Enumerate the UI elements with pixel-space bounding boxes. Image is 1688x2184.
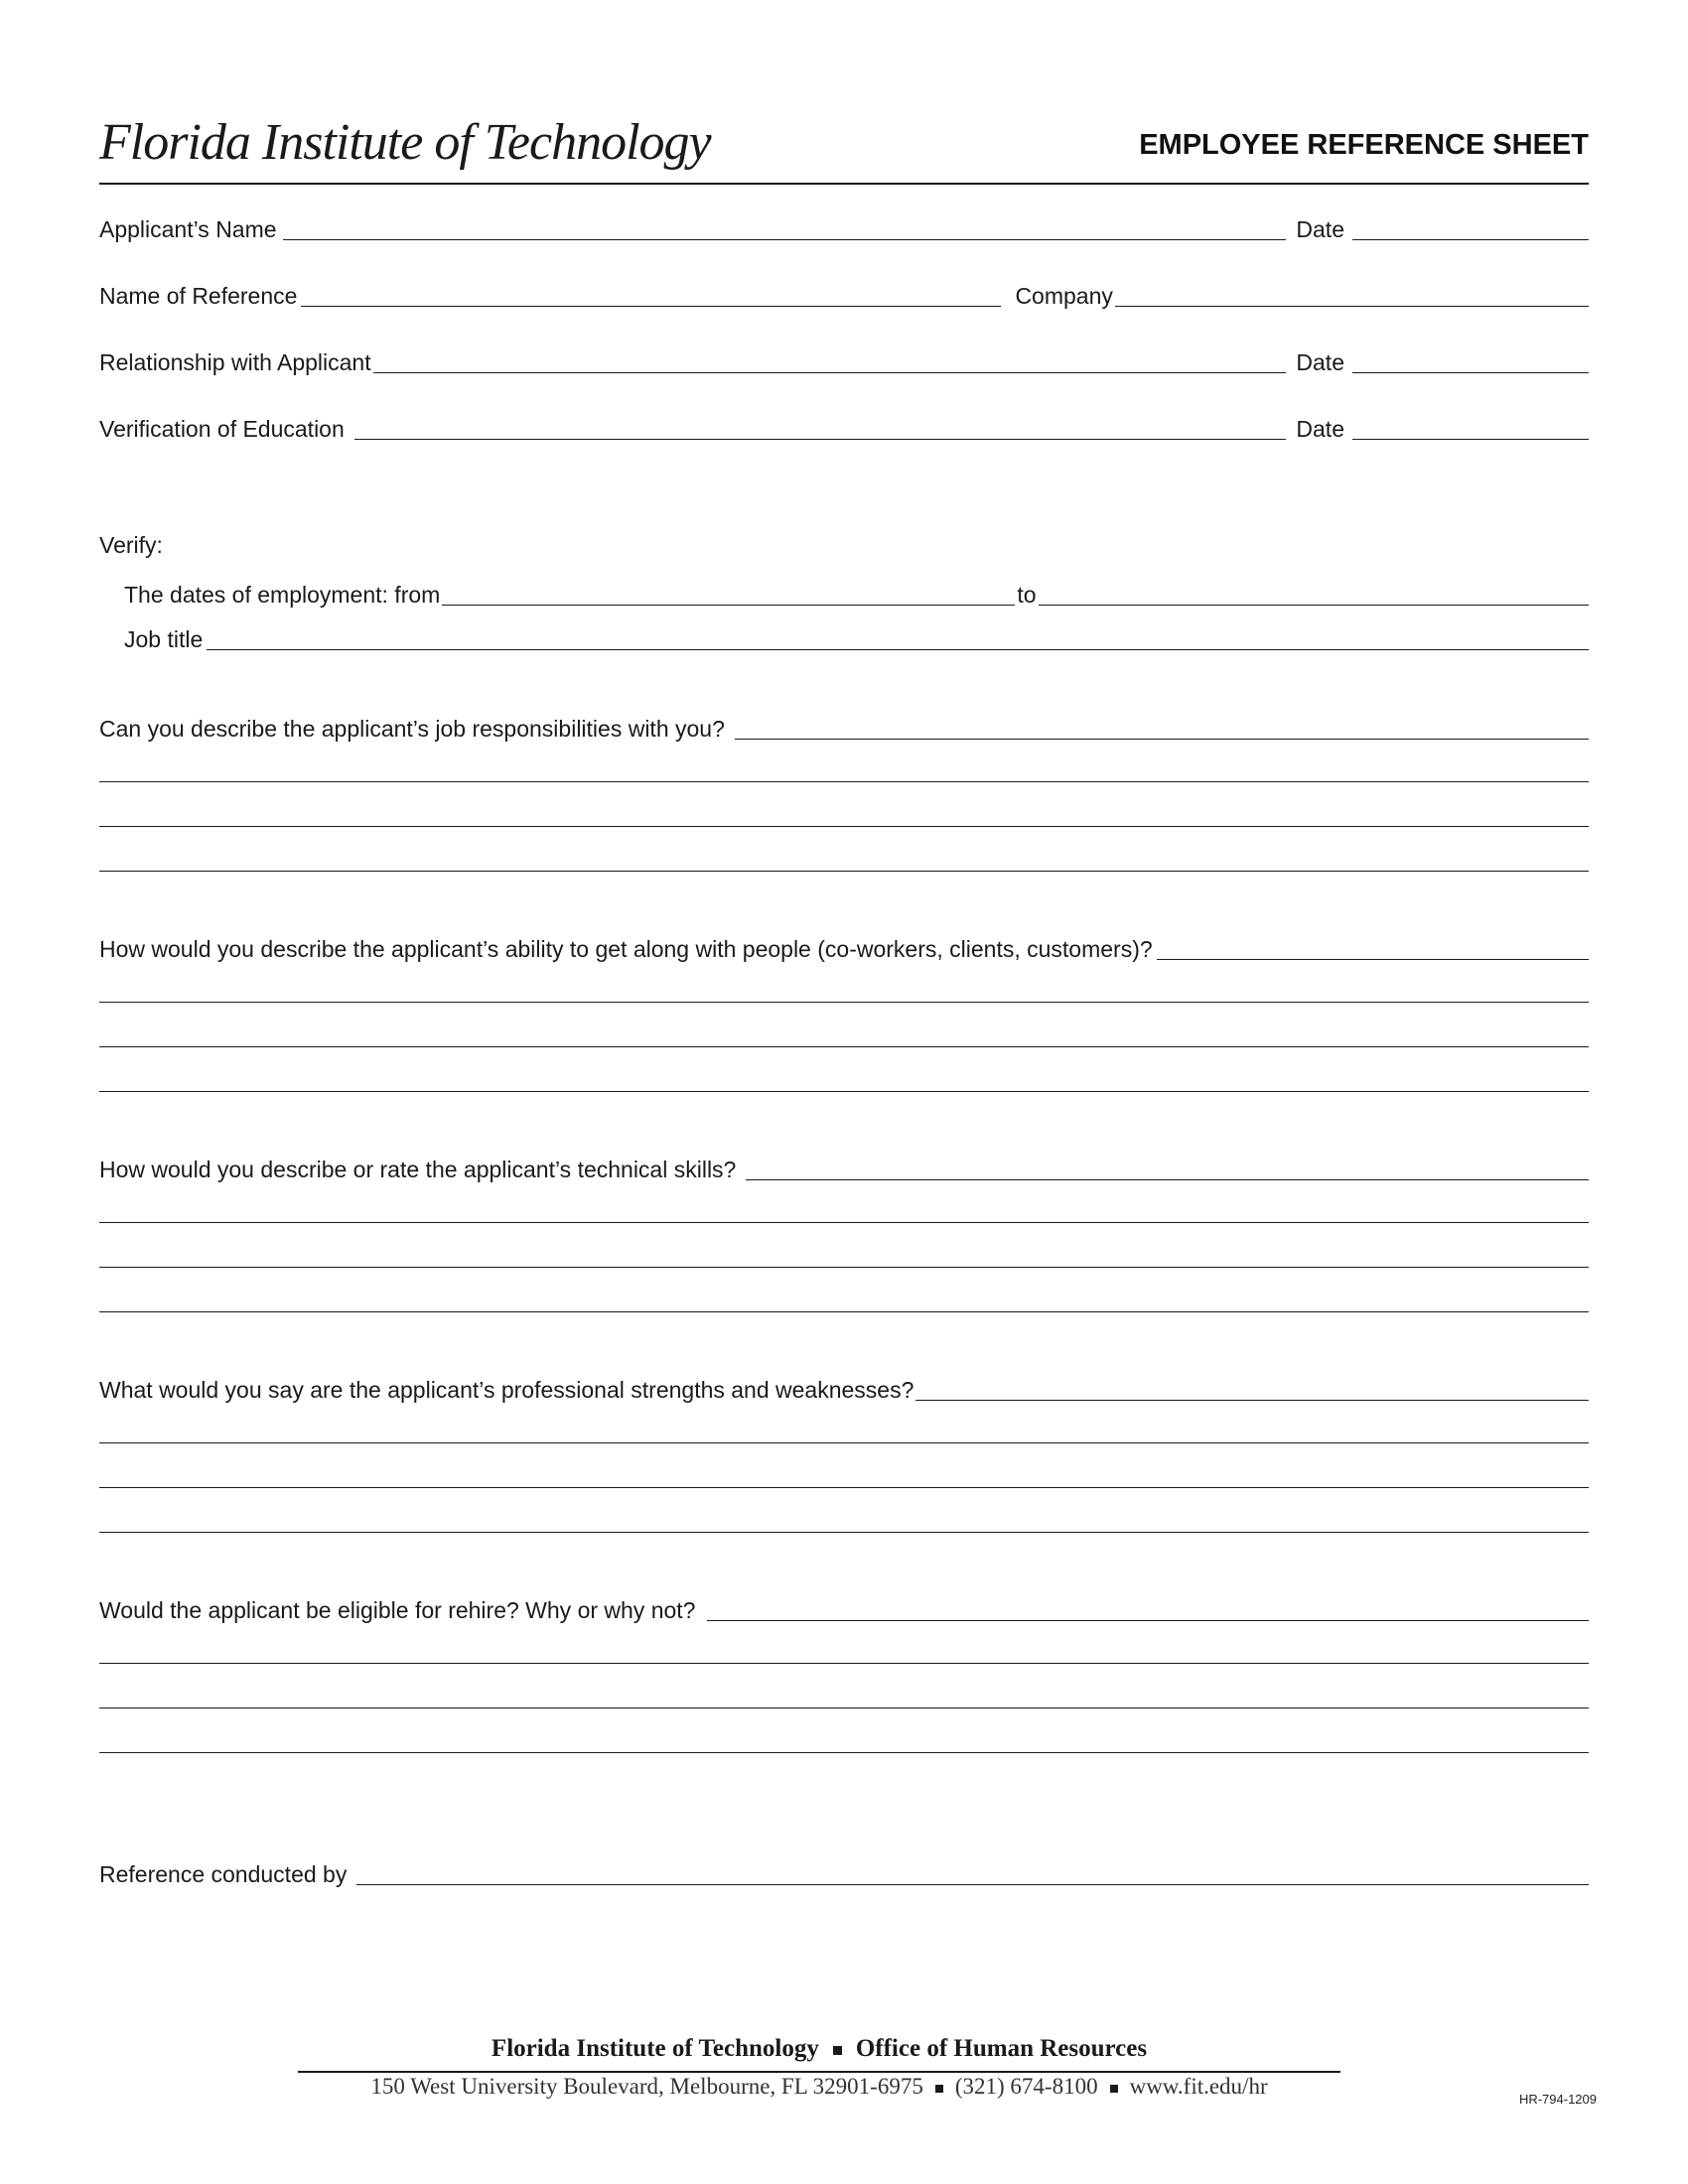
answer-field[interactable] xyxy=(915,1400,1589,1401)
institution-logotype: Florida Institute of Technology xyxy=(99,114,711,171)
question-label: What would you say are the applicant’s professional strengths and weaknesses? xyxy=(99,1377,914,1403)
footer-website[interactable]: www.fit.edu/hr xyxy=(1129,2074,1268,2099)
answer-line[interactable] xyxy=(99,871,1589,872)
verify-label: Verify: xyxy=(99,532,163,558)
footer-phone: (321) 674-8100 xyxy=(954,2074,1098,2099)
date-label: Date xyxy=(1296,216,1344,242)
job-title-label: Job title xyxy=(124,626,204,652)
answer-line[interactable] xyxy=(99,1222,1589,1223)
date-label: Date xyxy=(1296,416,1344,442)
question-row xyxy=(99,1374,1589,1406)
question-label: How would you describe or rate the applicant’s technical skills? xyxy=(99,1157,737,1182)
applicant-name-row xyxy=(99,213,1589,245)
question-row xyxy=(99,1594,1589,1626)
footer-contact xyxy=(298,2074,1340,2100)
square-bullet-icon xyxy=(1110,2085,1118,2093)
question-label: Would the applicant be eligible for rehire? Why or why not? xyxy=(99,1597,696,1623)
answer-line[interactable] xyxy=(99,1442,1589,1443)
company-label: Company xyxy=(1015,283,1113,309)
reference-name-field[interactable] xyxy=(301,306,1001,307)
document-title: EMPLOYEE REFERENCE SHEET xyxy=(1139,129,1589,161)
job-title-field[interactable] xyxy=(207,649,1589,650)
answer-line[interactable] xyxy=(99,1532,1589,1533)
relationship-row xyxy=(99,346,1589,378)
answer-line[interactable] xyxy=(99,826,1589,827)
date-to-label: to xyxy=(1017,582,1037,608)
reference-name-label: Name of Reference xyxy=(99,283,298,309)
answer-field[interactable] xyxy=(707,1620,1589,1621)
relationship-field[interactable] xyxy=(373,372,1287,373)
answer-line[interactable] xyxy=(99,1002,1589,1003)
answer-field[interactable] xyxy=(1157,959,1589,960)
footer-organization xyxy=(298,2035,1340,2063)
company-field[interactable] xyxy=(1115,306,1589,307)
date-label: Date xyxy=(1296,349,1344,375)
dates-from-label: The dates of employment: from xyxy=(124,582,441,608)
answer-line[interactable] xyxy=(99,1752,1589,1753)
form-code: HR-794-1209 xyxy=(1518,2092,1597,2107)
reference-name-row xyxy=(99,280,1589,312)
verification-row xyxy=(99,413,1589,445)
question-label: How would you describe the applicant’s ability to get along with people (co-workers, clients, customers)? xyxy=(99,936,1153,962)
answer-line[interactable] xyxy=(99,1707,1589,1708)
answer-line[interactable] xyxy=(99,1091,1589,1092)
question-row xyxy=(99,1154,1589,1185)
relationship-date-field[interactable] xyxy=(1352,372,1589,373)
applicant-name-label: Applicant’s Name xyxy=(99,216,277,242)
date-from-field[interactable] xyxy=(442,605,1015,606)
footer-divider xyxy=(298,2071,1340,2073)
answer-line[interactable] xyxy=(99,781,1589,782)
answer-line[interactable] xyxy=(99,1046,1589,1047)
date-to-field[interactable] xyxy=(1039,605,1590,606)
question-row xyxy=(99,933,1589,965)
applicant-name-field[interactable] xyxy=(283,239,1287,240)
job-title-row xyxy=(124,623,1589,655)
applicant-date-field[interactable] xyxy=(1352,239,1589,240)
verification-label: Verification of Education xyxy=(99,416,345,442)
page-header xyxy=(99,107,1589,185)
square-bullet-icon xyxy=(935,2085,943,2093)
relationship-label: Relationship with Applicant xyxy=(99,349,371,375)
conducted-by-field[interactable] xyxy=(356,1884,1589,1885)
verification-field[interactable] xyxy=(354,439,1287,440)
footer-institution: Florida Institute of Technology xyxy=(491,2035,819,2062)
answer-field[interactable] xyxy=(735,739,1589,740)
footer-office: Office of Human Resources xyxy=(855,2035,1148,2062)
employment-dates-row xyxy=(124,579,1589,611)
conducted-by-row xyxy=(99,1858,1589,1890)
answer-line[interactable] xyxy=(99,1487,1589,1488)
square-bullet-icon xyxy=(833,2046,842,2055)
conducted-by-label: Reference conducted by xyxy=(99,1861,348,1887)
answer-line[interactable] xyxy=(99,1267,1589,1268)
answer-line[interactable] xyxy=(99,1663,1589,1664)
answer-field[interactable] xyxy=(746,1179,1589,1180)
answer-line[interactable] xyxy=(99,1311,1589,1312)
verification-date-field[interactable] xyxy=(1352,439,1589,440)
question-label: Can you describe the applicant’s job responsibilities with you? xyxy=(99,716,725,742)
question-row xyxy=(99,713,1589,745)
footer-address: 150 West University Boulevard, Melbourne, FL 32901-6975 xyxy=(370,2074,923,2099)
